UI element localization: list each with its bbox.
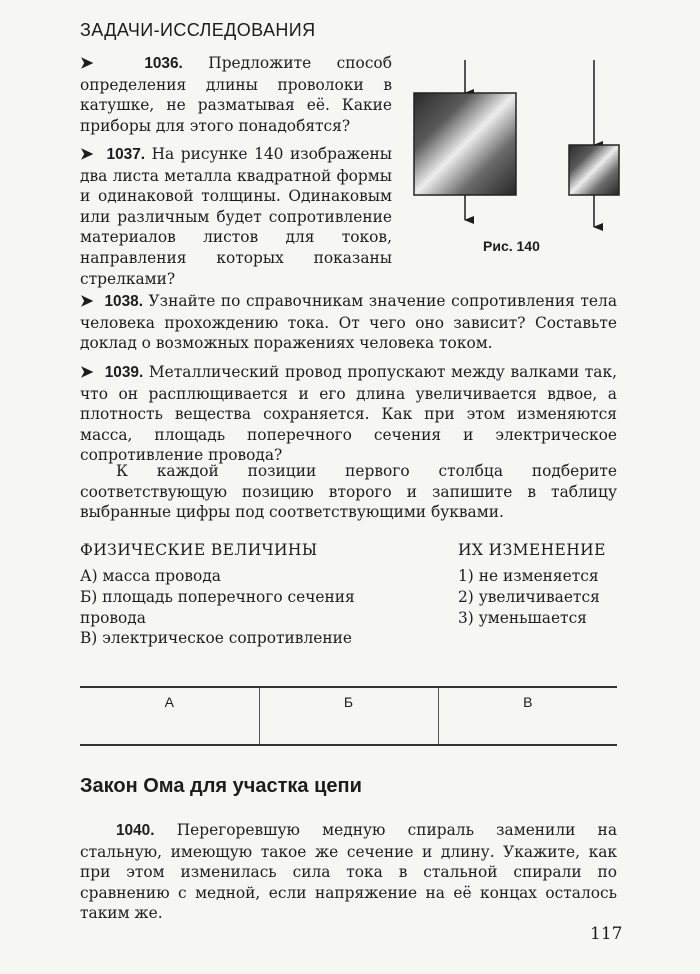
arrow-icon: ➤ (80, 55, 94, 72)
problem-text: Узнайте по справочникам значение сопротивления тела человека прохождению тока. От чего оно зависит? Составьте доклад о возможных поражениях человека током. (80, 292, 617, 353)
problem-1038 (80, 291, 617, 354)
figure-caption: Рис. 140 (483, 238, 540, 254)
table-header-a: А (80, 687, 259, 716)
page-number: 117 (590, 924, 623, 944)
right-item-3: 3) уменьшается (458, 609, 587, 627)
problem-1040 (80, 820, 617, 924)
instruction-paragraph: К каждой позиции первого столбца подберите соответствующую позицию второго и запишите в таблицу выбранные цифры под соответствующими буквами. (80, 462, 617, 522)
arrow-icon: ➤ (80, 293, 94, 310)
left-item-b: Б) площадь поперечного сечения провода (80, 588, 355, 627)
problem-1039 (80, 362, 617, 466)
problem-text: Предложите способ определения длины проволоки в катушке, не разматывая её. Какие приборы для этого понадобятся? (80, 54, 392, 135)
answer-cell-a[interactable] (80, 716, 259, 745)
right-column-header: ИХ ИЗМЕНЕНИЕ (458, 541, 606, 559)
table-header-c: В (523, 694, 533, 710)
left-column-header: ФИЗИЧЕСКИЕ ВЕЛИЧИНЫ (80, 541, 318, 559)
arrow-icon: ➤ (80, 364, 94, 381)
right-item-2: 2) увеличивается (458, 588, 600, 606)
problem-text: Металлический провод пропускают между валками так, что он расплющивается и его длина увеличивается вдвое, а плотность вещества сохраняется. Как при этом изменяются масса, площадь поперечного сечения и электрическое сопротивление провода? (80, 363, 617, 465)
answer-table (80, 686, 617, 746)
small-metal-plate (569, 60, 619, 227)
problem-text: На рисунке 140 изображены два листа металла квадратной формы и одинаковой толщины. Одинаковым или различным будет сопротивление материалов листов для токов, направления которых показаны стрелками? (80, 145, 392, 288)
answer-cell-c[interactable] (438, 716, 617, 745)
left-item-c: В) электрическое сопротивление (80, 629, 352, 647)
problem-1037 (80, 144, 392, 289)
problem-number: 1038. (104, 293, 143, 310)
answer-cell-b[interactable] (259, 716, 438, 745)
left-item-a: А) масса провода (80, 567, 221, 585)
table-header-b: Б (259, 687, 438, 716)
problem-1036 (80, 53, 392, 136)
large-metal-plate (414, 60, 516, 220)
problem-number: 1040. (116, 822, 155, 839)
section-title: Закон Ома для участка цепи (80, 775, 362, 797)
problem-number: 1039. (104, 364, 144, 381)
right-item-1: 1) не изменяется (458, 567, 599, 585)
problem-text: Перегоревшую медную спираль заменили на стальную, имеющую такое же сечение и длину. Укажите, как при этом изменилась сила тока в стальной спирали по сравнению с медной, если напряжение на её концах осталось таким же. (80, 821, 617, 923)
arrow-icon: ➤ (80, 146, 94, 163)
problem-number: 1036. (144, 55, 183, 72)
problem-number: 1037. (106, 146, 146, 163)
figure-140 (400, 55, 630, 240)
section-header: ЗАДАЧИ-ИССЛЕДОВАНИЯ (80, 20, 316, 40)
